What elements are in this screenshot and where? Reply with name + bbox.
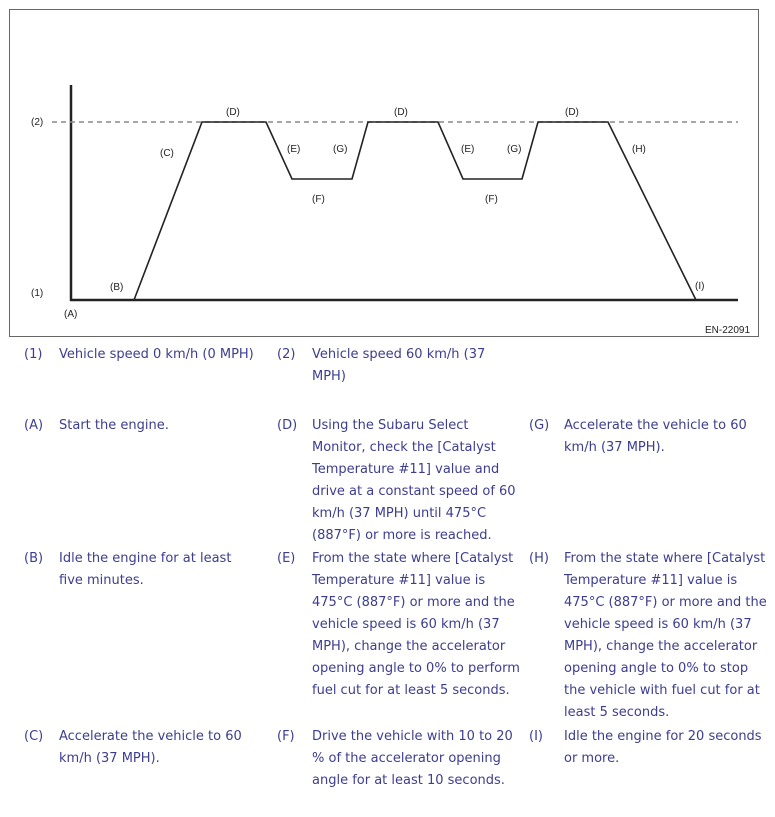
phase-label-c: (C) [160,148,174,159]
legend-label: (2) [277,347,296,362]
legend-label: (I) [529,729,543,744]
speed-profile-svg [10,10,760,338]
legend-text: Start the engine. [59,418,169,433]
legend-label: (C) [24,729,44,744]
speed-low-label: (1) [31,288,44,299]
phase-label-h: (H) [632,144,646,155]
phase-label-e1: (E) [287,144,301,155]
legend-label: (E) [277,551,296,566]
legend-label: (D) [277,418,298,433]
phase-label-i: (I) [695,281,705,292]
phase-label-d2: (D) [394,107,408,118]
legend-text: Idle the engine for at least five minutes. [59,551,232,588]
legend-label: (B) [24,551,44,566]
phase-label-g1: (G) [333,144,348,155]
legend-label: (A) [24,418,44,433]
legend-text: From the state where [Catalyst Temperature #11] value is 475°C (887°F) or more and the vehicle speed is 60 km/h (37 MPH), change the accelerator opening angle to 0% to perform fuel cut for at least 5 seconds. [312,551,520,698]
origin-label: (A) [64,309,78,320]
speed-profile-diagram [9,9,759,337]
legend-text: Accelerate the vehicle to 60 km/h (37 MPH). [564,418,747,455]
legend-label: (G) [529,418,550,433]
legend-text: Idle the engine for 20 seconds or more. [564,729,762,766]
legend-text: Accelerate the vehicle to 60 km/h (37 MPH). [59,729,242,766]
figure-code: EN-22091 [705,325,751,336]
phase-label-d1: (D) [226,107,240,118]
speed-high-label: (2) [31,117,44,128]
phase-label-f1: (F) [312,194,325,205]
legend-text: Vehicle speed 60 km/h (37 MPH) [312,347,486,384]
legend-label: (F) [277,729,295,744]
legend-label: (1) [24,347,43,362]
phase-label-b: (B) [110,282,124,293]
legend-text: Vehicle speed 0 km/h (0 MPH) [59,347,254,362]
legend-text: From the state where [Catalyst Temperature #11] value is 475°C (887°F) or more and the vehicle speed is 60 km/h (37 MPH), change the accelerator opening angle to 0% to stop the vehicle with fuel cut for at least 5 seconds. [564,551,767,720]
phase-label-e2: (E) [461,144,475,155]
phase-label-d3: (D) [565,107,579,118]
legend-text: Drive the vehicle with 10 to 20 % of the accelerator opening angle for at least 10 seconds. [312,729,513,788]
legend-text: Using the Subaru Select Monitor, check the [Catalyst Temperature #11] value and drive at a constant speed of 60 km/h (37 MPH) until 475°C (887°F) or more is reached. [312,418,516,543]
legend-label: (H) [529,551,549,566]
phase-label-g2: (G) [507,144,522,155]
phase-label-f2: (F) [485,194,498,205]
